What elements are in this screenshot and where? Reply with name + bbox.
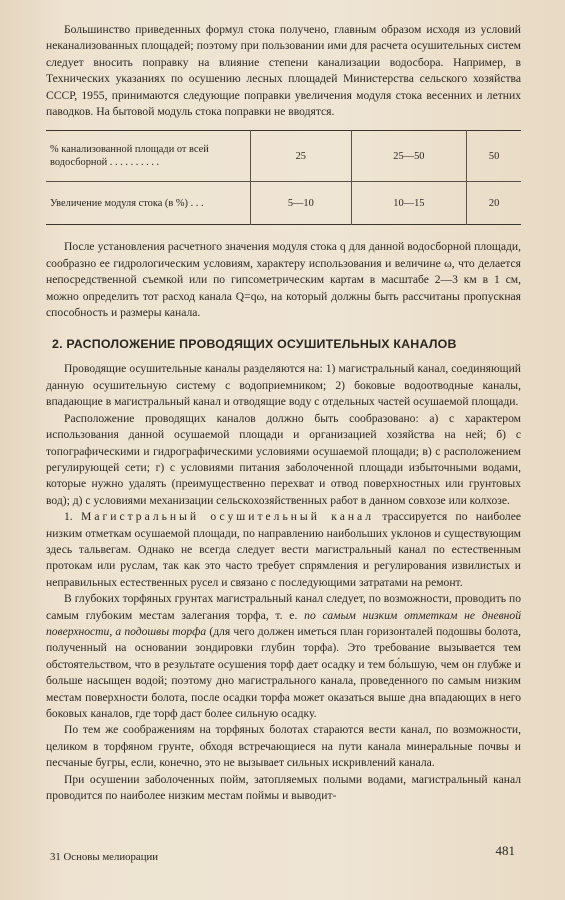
page-number: 481	[495, 843, 515, 858]
table-cell: 25	[251, 131, 352, 182]
table-cell: 5—10	[251, 182, 352, 225]
section-heading: 2. РАСПОЛОЖЕНИЕ ПРОВОДЯЩИХ ОСУШИТЕЛЬНЫХ КАНАЛОВ	[52, 337, 457, 352]
paragraph-main-canal	[46, 509, 521, 591]
paragraph-peat-bogs: По тем же соображениям на торфяных болотах стараются вести канал, по возможности, целиком в торфяном грунте, обходя встречающиеся на пути канала минеральные почвы и песчаные бугры, если, конечно, это не вызывает сильных искривлений канала.	[46, 723, 521, 770]
table-cell: 25—50	[351, 131, 467, 182]
runoff-correction-table	[46, 130, 521, 225]
table-row-label: % канализованной площади от всей водосборной . . . . . . . . . .	[46, 131, 251, 182]
paragraph-channel-layout: Расположение проводящих каналов должно быть сообразовано: а) с характером использования данной осушаемой площади и организацией хозяйства на ней; б) с топографическими и гидрографическими условиями осушаемой площади; в) с расположением регулирующей сети; г) с условиями питания заболоченной площади избыточными водами, которые нужно удалять (преимущественно перехват и отвод поверхностных или грунтовых вод); д) с условиями механизации сельскохозяйственных работ в данном совхозе или колхозе.	[46, 411, 521, 507]
intro-paragraph: Большинство приведенных формул стока получено, главным образом исходя из условий неканализованных площадей; поэтому при пользовании ими для расчета осушительных систем следует вносить поправку на влияние степени канализации водосбора. Например, в Технических указаниях по осушению лесных площадей Министерства сельского хозяйства СССР, 1955, принимаются следующие поправки увеличения модуля стока весенних и летних паводков. На бытовой модуль стока поправки не вводятся.	[46, 23, 521, 119]
item-number: 1.	[64, 510, 73, 524]
paragraph-text: (для чего должен иметься план горизонталей подошвы болота, полученный на основании зондировки глубин торфа). Это требование вызывается тем обстоятельством, что в результате осушения торф дает осадку и тем бо́льшую, чем он глубже и больше насыщен водой; поэтому дно магистрального канала, проведенного по самым низким местам поверхности болота, после осадки торфа может оказаться выше дна впадающих в него боковых каналов, где торф даст более сильную осадку.	[46, 624, 521, 720]
paragraph-text: В глубоких торфяных грунтах магистральный канал следует, по возможности, проводить по самым глубоким местам залегания торфа, т. е.	[46, 592, 521, 622]
table-row	[46, 182, 521, 225]
table-cell: 20	[467, 182, 521, 225]
paragraph-floodplains: При осушении заболоченных пойм, затопляемых полыми водами, магистральный канал проводится по наиболее низким местам поймы и выводит-	[46, 772, 521, 803]
paragraph-peat-soils	[46, 591, 521, 722]
paragraph-text: трассируется по наиболее низким отметкам осушаемой площади, по направлению наибольших уклонов и существующим здесь тальвегам. Однако не всегда следует вести магистральный канал по естественным протокам или руслам, так как это часто требует спрямления и регулирования извилистых и неправильных естественных русел и связано с последующими затратами на ремонт.	[46, 510, 522, 589]
footer-signature: 31 Основы мелиорации	[50, 851, 159, 863]
table-cell: 50	[467, 131, 521, 182]
after-table-paragraph: После установления расчетного значения модуля стока q для данной водосборной площади, сообразно ее гидрологическим условиям, характеру использования и величине ω, что делается непосредственной съемкой или по гипсометрическим картам в масштабе 2—3 км в 1 см, можно определить тот расход канала Q=qω, на который должны быть рассчитаны пропускная способность и размеры канала.	[46, 240, 521, 320]
table-row	[46, 131, 521, 182]
emphasis-text: по самым низким отметкам не дневной поверхности, а подошвы торфа	[46, 608, 521, 638]
table-row-label: Увеличение модуля стока (в %) . . .	[50, 197, 204, 209]
table-cell: 10—15	[351, 182, 467, 225]
term-main-canal: Магистральный осушительный канал	[81, 510, 375, 524]
paragraph-channel-types: Проводящие осушительные каналы разделяются на: 1) магистральный канал, соединяющий данную осушительную систему с водоприемником; 2) боковые водоотводные каналы, впадающие в магистральный канал и отводящие воду с отдельных частей осушаемой площади.	[46, 362, 521, 409]
